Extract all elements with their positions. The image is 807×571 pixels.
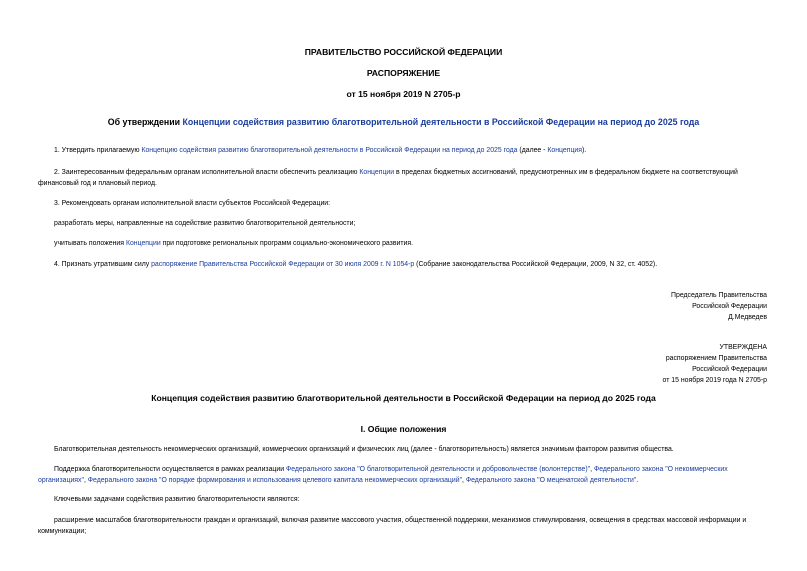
law-patronage-link[interactable]: Федерального закона "О меценатской деятельности" <box>465 477 637 484</box>
paragraph-3: 3. Рекомендовать органам исполнительной власти субъектов Российской Федерации: <box>54 200 331 207</box>
law-charity-link[interactable]: Федерального закона "О благотворительной деятельности и добровольчестве (волонтерстве)" <box>285 466 591 473</box>
section-1-paragraph-3: Ключевыми задачами содействия развитию благотворительности являются: <box>54 496 300 503</box>
section-1-paragraph-4: расширение масштабов благотворительности граждан и организаций, включая развитие массового участия, общественной поддержки, механизмов стимулирования, освещения в средствах массовой информации и коммуникации; <box>38 517 747 535</box>
paragraph-4 <box>38 259 770 270</box>
government-heading: ПРАВИТЕЛЬСТВО РОССИЙСКОЙ ФЕДЕРАЦИИ <box>304 47 503 57</box>
p2-concept-link[interactable]: Концепции <box>359 169 395 176</box>
section-1-paragraph-2 <box>38 464 770 486</box>
paragraph-3-item-1: разработать меры, направленные на содействие развитию благотворительной деятельности; <box>54 220 356 227</box>
signature-name: Д.Медведев <box>728 314 767 321</box>
document-title <box>40 117 767 127</box>
p3i2-text-b: при подготовке региональных программ социально-экономического развития. <box>160 240 413 247</box>
paragraph-1 <box>38 145 770 156</box>
s1p2-end: . <box>636 477 639 484</box>
p2-text-a: 2. Заинтересованным федеральным органам исполнительной власти обеспечить реализацию <box>54 169 360 176</box>
law-endowment-link[interactable]: Федерального закона "О порядке формирования и использования целевого капитала некоммерческих организаций" <box>87 477 463 484</box>
p1-concept-link[interactable]: Концепцию содействия развитию благотворительной деятельности в Российской Федерации на период до 2025 года <box>141 147 518 154</box>
p3i2-concept-link[interactable]: Концепции <box>125 240 161 247</box>
approved-by: распоряжением Правительства <box>665 355 767 362</box>
p3i2-text-a: учитывать положения <box>54 240 126 247</box>
approved-label: УТВЕРЖДЕНА <box>719 344 767 351</box>
signature-position: Председатель Правительства <box>671 292 767 299</box>
section-1-paragraph-1: Благотворительная деятельность некоммерческих организаций, коммерческих организаций и физических лиц (далее - благотворительность) является значимым фактором развития общества. <box>54 446 674 453</box>
title-concept-link[interactable]: Концепции содействия развитию благотворительной деятельности в Российской Федерации на период до 2025 года <box>182 117 700 127</box>
approved-block <box>663 342 767 386</box>
approved-country: Российской Федерации <box>692 366 767 373</box>
p2-text-b: в пределах бюджетных ассигнований, предусмотренных им в федеральном бюджете на соответствующий финансовый год и плановый период. <box>38 169 738 187</box>
doc-type-heading: РАСПОРЯЖЕНИЕ <box>366 68 441 78</box>
s1p2-sep-3: , <box>462 477 466 484</box>
p1-text-c: ). <box>582 147 587 154</box>
p4-text-b: (Собрание законодательства Российской Федерации, 2009, N 32, ст. 4052). <box>414 261 658 268</box>
approved-date: от 15 ноября 2019 года N 2705-р <box>662 377 767 384</box>
law-nonprofit-link[interactable]: Федерального закона "О некоммерческих организациях" <box>38 466 728 484</box>
paragraph-3-item-2 <box>54 238 770 249</box>
p1-text-a: 1. Утвердить прилагаемую <box>54 147 142 154</box>
s1p2-text-a: Поддержка благотворительности осуществляется в рамках реализации <box>54 466 286 473</box>
section-1-heading: I. Общие положения <box>360 424 447 434</box>
p1-concept-short-link[interactable]: Концепция <box>547 147 583 154</box>
title-prefix: Об утверждении <box>107 117 183 127</box>
s1p2-sep-2: , <box>83 477 88 484</box>
paragraph-2 <box>38 167 770 189</box>
p4-text-a: 4. Признать утратившим силу <box>54 261 152 268</box>
s1p2-sep-1: , <box>590 466 594 473</box>
p4-decree-link[interactable]: распоряжение Правительства Российской Федерации от 30 июля 2009 г. N 1054-р <box>151 261 415 268</box>
concept-title: Концепция содействия развитию благотворительной деятельности в Российской Федерации на период до 2025 года <box>151 393 656 403</box>
signature-country: Российской Федерации <box>692 303 767 310</box>
signature-block <box>671 290 767 323</box>
date-number-heading: от 15 ноября 2019 N 2705-р <box>346 89 461 99</box>
p1-text-b: (далее - <box>517 147 548 154</box>
